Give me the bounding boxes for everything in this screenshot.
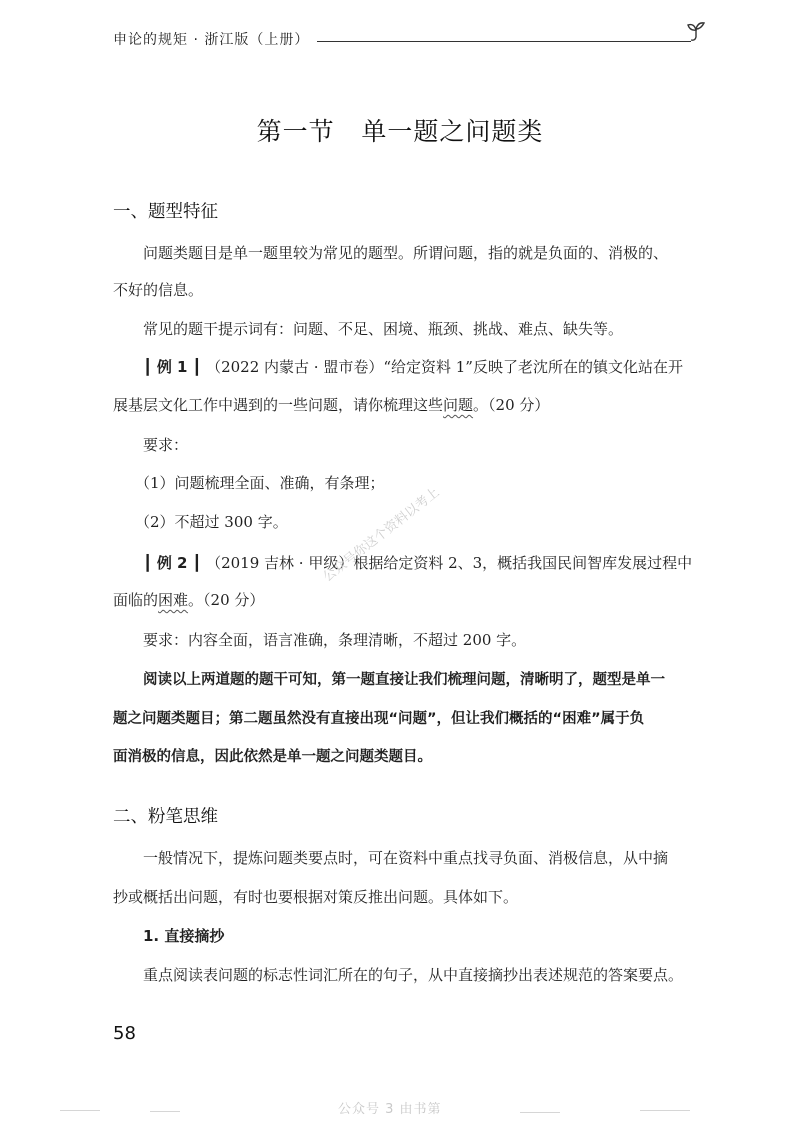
paragraph-line: 抄或概括出问题，有时也要根据对策反推出问题。具体如下。 bbox=[113, 888, 519, 906]
example-1-requirement-2: （2）不超过 300 字。 bbox=[135, 513, 288, 531]
paragraph-line: 重点阅读表问题的标志性词汇所在的句子，从中直接摘抄出表述规范的答案要点。 bbox=[143, 966, 684, 984]
example-2-line-2 bbox=[113, 589, 264, 610]
example-1-text: 展基层文化工作中遇到的一些问题，请你梳理这些 bbox=[113, 396, 444, 414]
example-2-text: （2019 吉林 · 甲级）根据给定资料 2、3，概括我国民间智库发展过程中 bbox=[206, 554, 693, 572]
header-rule bbox=[317, 41, 691, 42]
sprout-icon bbox=[683, 18, 713, 48]
page-number: 58 bbox=[113, 1023, 136, 1044]
example-tag-open-bar: ┃ bbox=[143, 358, 153, 376]
example-2-tag: 例 2 bbox=[156, 554, 188, 572]
analysis-line: 阅读以上两道题的题干可知，第一题直接让我们梳理问题，清晰明了，题型是单一 bbox=[143, 672, 665, 688]
example-1-emphasis: 问题 bbox=[443, 396, 474, 414]
paragraph-line: 问题类题目是单一题里较为常见的题型。所谓问题，指的就是负面的、消极的、 bbox=[143, 244, 669, 262]
running-header bbox=[113, 26, 713, 56]
example-1-line-2 bbox=[113, 394, 549, 415]
scan-artifact bbox=[520, 1112, 560, 1113]
paragraph-line: 常见的题干提示词有：问题、不足、困境、瓶颈、挑战、难点、缺失等。 bbox=[143, 320, 624, 338]
example-2-line-1 bbox=[143, 552, 692, 573]
paragraph-line: 一般情况下，提炼问题类要点时，可在资料中重点找寻负面、消极信息，从中摘 bbox=[143, 849, 669, 867]
book-title: 申论的规矩 · 浙江版（上册） bbox=[113, 32, 310, 48]
example-2-emphasis: 困难 bbox=[158, 591, 189, 609]
analysis-line: 题之问题类题目；第二题虽然没有直接出现“问题”，但让我们概括的“困难”属于负 bbox=[113, 711, 645, 727]
heading-fenbi-thinking: 二、粉笔思维 bbox=[113, 807, 218, 827]
example-1-line-1 bbox=[143, 356, 683, 377]
example-2-requirements: 要求：内容全面，语言准确，条理清晰，不超过 200 字。 bbox=[143, 631, 527, 649]
scan-artifact bbox=[640, 1110, 690, 1111]
example-2-score: 。（20 分） bbox=[188, 591, 265, 609]
watermark: 公众号你这个资料以考上 bbox=[320, 485, 443, 585]
scan-artifact bbox=[60, 1110, 100, 1111]
example-tag-close-bar: ┃ bbox=[192, 554, 202, 572]
scan-artifact bbox=[150, 1111, 180, 1112]
example-1-requirement-1: （1）问题梳理全面、准确，有条理； bbox=[135, 474, 385, 492]
footer-watermark: 公众号 3 由书第 bbox=[338, 1102, 442, 1117]
example-2-text: 面临的 bbox=[113, 591, 159, 609]
example-1-score: 。（20 分） bbox=[473, 396, 550, 414]
paragraph-line: 不好的信息。 bbox=[113, 281, 204, 299]
section-title: 第一节 单一题之问题类 bbox=[256, 117, 544, 146]
example-1-tag: 例 1 bbox=[156, 358, 188, 376]
analysis-line: 面消极的信息，因此依然是单一题之问题类题目。 bbox=[113, 749, 432, 765]
example-1-text: （2022 内蒙古 · 盟市卷）“给定资料 1”反映了老沈所在的镇文化站在开 bbox=[206, 358, 683, 376]
example-tag-close-bar: ┃ bbox=[192, 358, 202, 376]
example-tag-open-bar: ┃ bbox=[143, 554, 153, 572]
subheading-direct-excerpt: 1. 直接摘抄 bbox=[143, 927, 225, 945]
heading-question-type-features: 一、题型特征 bbox=[113, 202, 218, 222]
example-1-requirements-label: 要求： bbox=[143, 436, 189, 454]
